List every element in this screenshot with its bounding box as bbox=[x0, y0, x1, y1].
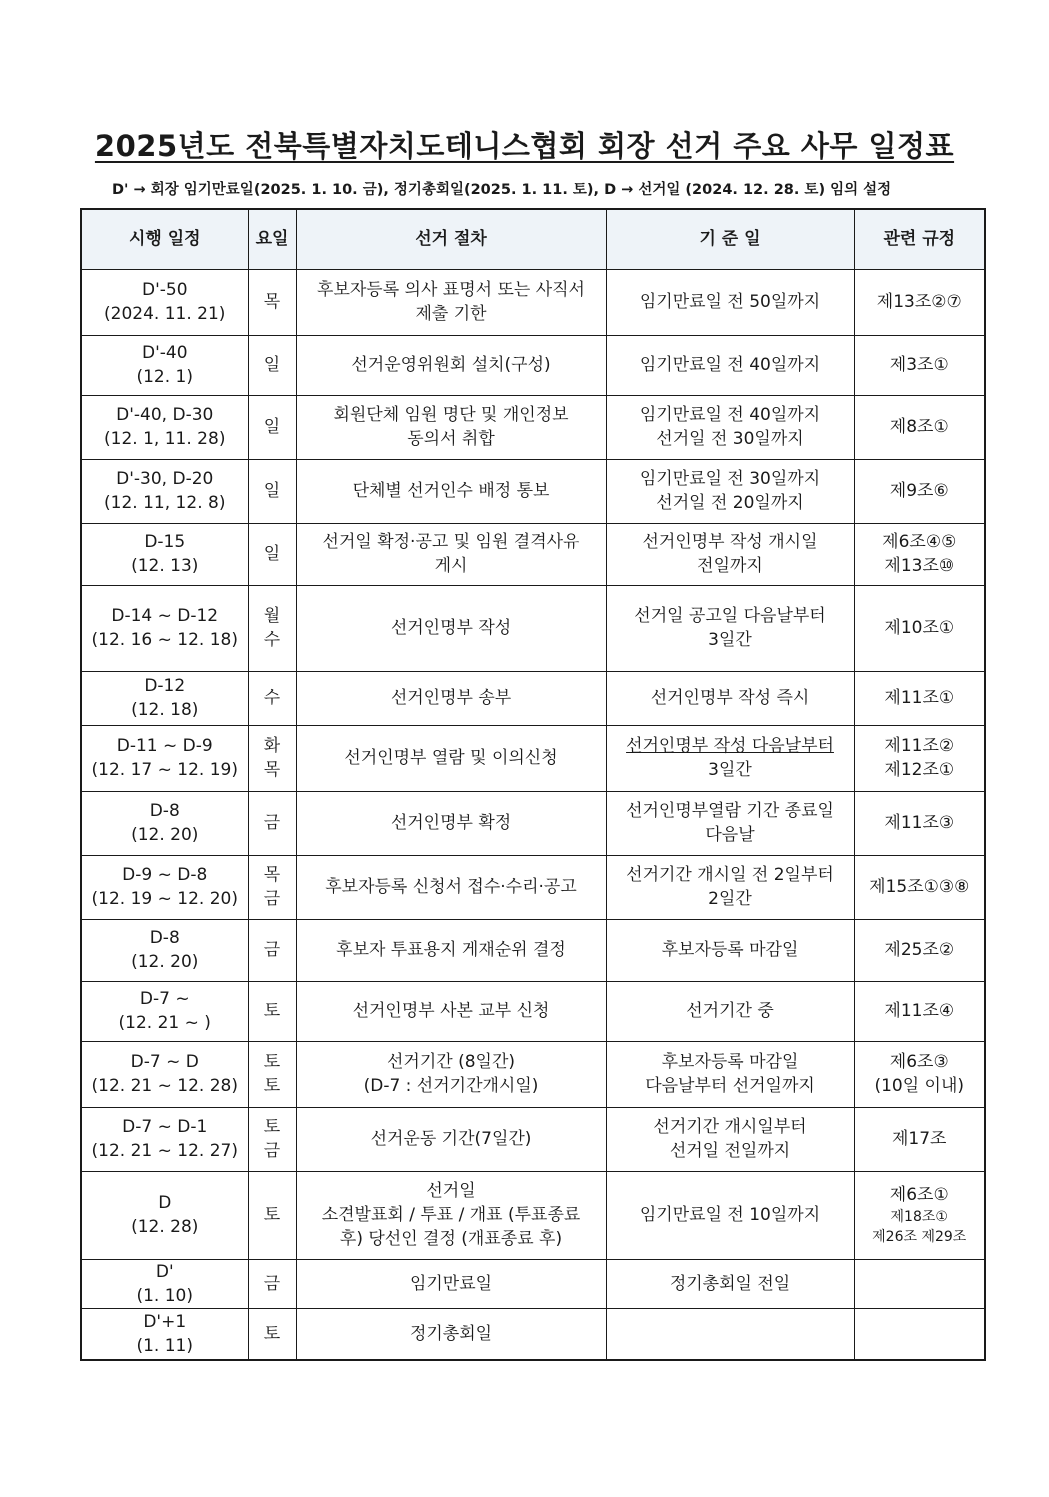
date-line: D' bbox=[155, 1261, 174, 1282]
cell-date bbox=[81, 459, 248, 523]
day-line: 일 bbox=[263, 544, 281, 564]
date-line: D-15 bbox=[144, 532, 186, 552]
cell-date bbox=[81, 671, 248, 725]
procedure-line: 동의서 취합 bbox=[407, 429, 495, 449]
procedure-line: 후보자 투표용지 게재순위 결정 bbox=[336, 940, 566, 960]
date-line: (12. 1) bbox=[136, 367, 194, 387]
date-line: (1. 11) bbox=[136, 1335, 194, 1356]
date-line: D bbox=[158, 1193, 172, 1213]
rule-line: 제8조① bbox=[889, 417, 949, 437]
schedule-table bbox=[80, 208, 986, 1361]
cell-basis bbox=[606, 1107, 854, 1171]
date-line: (12. 20) bbox=[131, 952, 199, 972]
day-line: 일 bbox=[263, 481, 281, 501]
cell-day bbox=[248, 855, 296, 919]
cell-procedure bbox=[296, 395, 606, 459]
procedure-line: 선거인명부 작성 bbox=[390, 618, 512, 638]
cell-date bbox=[81, 791, 248, 855]
cell-date bbox=[81, 981, 248, 1041]
procedure-line: 선거일 bbox=[426, 1181, 476, 1201]
procedure-line: 선거기간 (8일간) bbox=[386, 1052, 516, 1072]
cell-day bbox=[248, 1171, 296, 1259]
cell-day bbox=[248, 671, 296, 725]
date-line: D'-30, D-20 bbox=[116, 469, 214, 489]
cell-rule bbox=[854, 1308, 985, 1360]
procedure-line: 후보자등록 신청서 접수·수리·공고 bbox=[325, 877, 577, 897]
basis-line: 임기만료일 전 40일까지 bbox=[639, 355, 821, 375]
cell-basis bbox=[606, 1171, 854, 1259]
basis-line: 2일간 bbox=[708, 889, 752, 909]
basis-line: 임기만료일 전 10일까지 bbox=[639, 1205, 821, 1225]
date-line: (12. 17 ~ 12. 19) bbox=[91, 760, 238, 780]
cell-rule bbox=[854, 791, 985, 855]
basis-line: 선거일 전일까지 bbox=[669, 1141, 791, 1161]
cell-day bbox=[248, 585, 296, 671]
table-row bbox=[81, 671, 985, 725]
procedure-line: 회원단체 임원 명단 및 개인정보 bbox=[333, 405, 569, 425]
cell-procedure bbox=[296, 1171, 606, 1259]
basis-line: 선거기간 중 bbox=[686, 1001, 774, 1021]
day-line: 목 bbox=[263, 760, 281, 780]
cell-procedure bbox=[296, 791, 606, 855]
table-row bbox=[81, 1259, 985, 1308]
date-line: D-7 ~ D bbox=[130, 1052, 199, 1072]
cell-procedure bbox=[296, 1308, 606, 1360]
basis-line: 선거인명부열람 기간 종료일 bbox=[626, 801, 834, 821]
cell-procedure bbox=[296, 671, 606, 725]
procedure-line: 소견발표회 / 투표 / 개표 (투표종료 bbox=[321, 1205, 581, 1225]
rule-line: 제6조① bbox=[889, 1185, 949, 1205]
basis-line: 후보자등록 마감일 bbox=[661, 1052, 799, 1072]
procedure-line: 정기총회일 bbox=[409, 1323, 493, 1344]
cell-day bbox=[248, 1259, 296, 1308]
date-line: (12. 19 ~ 12. 20) bbox=[91, 889, 238, 909]
cell-date bbox=[81, 1041, 248, 1107]
date-line: D'-40, D-30 bbox=[116, 405, 214, 425]
table-row bbox=[81, 459, 985, 523]
cell-basis bbox=[606, 791, 854, 855]
cell-procedure bbox=[296, 523, 606, 585]
cell-basis bbox=[606, 335, 854, 395]
rule-line: 제11조② bbox=[884, 736, 955, 756]
day-line: 목 bbox=[263, 292, 281, 312]
rule-line: 제12조① bbox=[884, 760, 955, 780]
cell-procedure bbox=[296, 1259, 606, 1308]
cell-rule bbox=[854, 725, 985, 791]
date-line: (12. 20) bbox=[131, 825, 199, 845]
table-row bbox=[81, 335, 985, 395]
day-line: 금 bbox=[263, 940, 281, 960]
page-title-text: 2025년도 전북특별자치도테니스협회 회장 선거 주요 사무 일정표 bbox=[94, 129, 955, 163]
cell-rule bbox=[854, 855, 985, 919]
basis-line: 전일까지 bbox=[697, 556, 763, 576]
cell-day bbox=[248, 1107, 296, 1171]
rule-line: 제11조③ bbox=[884, 813, 955, 833]
date-line: (12. 21 ~ 12. 27) bbox=[91, 1141, 238, 1161]
date-line: D'+1 bbox=[143, 1311, 187, 1332]
basis-line: 선거일 전 30일까지 bbox=[656, 429, 804, 449]
day-line: 수 bbox=[263, 688, 281, 708]
header-procedure: 선거 절차 bbox=[296, 209, 606, 269]
procedure-line: 선거인명부 송부 bbox=[390, 688, 512, 708]
date-line: D-14 ~ D-12 bbox=[111, 606, 219, 626]
date-line: (12. 21 ~ 12. 28) bbox=[91, 1076, 238, 1096]
procedure-line: (D-7 : 선거기간개시일) bbox=[363, 1076, 539, 1096]
basis-line: 선거기간 개시일부터 bbox=[653, 1117, 807, 1137]
basis-line: 선거인명부 작성 즉시 bbox=[650, 688, 810, 708]
procedure-line: 선거운동 기간(7일간) bbox=[370, 1129, 532, 1149]
rule-line: 제3조① bbox=[889, 355, 949, 375]
rule-line: 제18조① bbox=[890, 1209, 948, 1225]
table-row bbox=[81, 585, 985, 671]
cell-date bbox=[81, 855, 248, 919]
cell-basis bbox=[606, 395, 854, 459]
basis-line: 선거인명부 작성 다음날부터 bbox=[626, 736, 834, 756]
basis-line: 후보자등록 마감일 bbox=[661, 940, 799, 960]
cell-day bbox=[248, 1041, 296, 1107]
cell-rule bbox=[854, 1107, 985, 1171]
basis-line: 정기총회일 전일 bbox=[669, 1273, 791, 1294]
cell-day bbox=[248, 395, 296, 459]
basis-line: 3일간 bbox=[708, 760, 752, 780]
basis-line: 임기만료일 전 50일까지 bbox=[639, 292, 821, 312]
cell-date bbox=[81, 335, 248, 395]
date-line: D-11 ~ D-9 bbox=[116, 736, 213, 756]
basis-line: 선거인명부 작성 개시일 bbox=[642, 532, 818, 552]
cell-day bbox=[248, 725, 296, 791]
cell-basis bbox=[606, 523, 854, 585]
day-line: 토 bbox=[263, 1052, 281, 1072]
cell-rule bbox=[854, 585, 985, 671]
day-line: 월 bbox=[263, 606, 281, 626]
cell-procedure bbox=[296, 981, 606, 1041]
header-date: 시행 일정 bbox=[81, 209, 248, 269]
day-line: 토 bbox=[263, 1117, 281, 1137]
basis-line: 임기만료일 전 40일까지 bbox=[639, 405, 821, 425]
procedure-line: 선거운영위원회 설치(구성) bbox=[351, 355, 551, 375]
header-rule: 관련 규정 bbox=[854, 209, 985, 269]
procedure-line: 임기만료일 bbox=[409, 1273, 493, 1294]
table-row bbox=[81, 981, 985, 1041]
date-line: D-7 ~ bbox=[139, 989, 190, 1009]
rule-line: 제10조① bbox=[884, 618, 955, 638]
cell-basis bbox=[606, 269, 854, 335]
basis-line: 선거기간 개시일 전 2일부터 bbox=[626, 865, 834, 885]
cell-date bbox=[81, 523, 248, 585]
date-line: (12. 13) bbox=[131, 556, 199, 576]
cell-basis bbox=[606, 855, 854, 919]
date-line: (12. 1, 11. 28) bbox=[104, 429, 226, 449]
cell-basis bbox=[606, 459, 854, 523]
cell-basis bbox=[606, 1308, 854, 1360]
date-line: D-7 ~ D-1 bbox=[122, 1117, 208, 1137]
cell-rule bbox=[854, 1259, 985, 1308]
cell-basis bbox=[606, 1041, 854, 1107]
rule-line: 제11조① bbox=[884, 688, 955, 708]
rule-line: 제26조 제29조 bbox=[872, 1229, 967, 1245]
cell-day bbox=[248, 523, 296, 585]
cell-procedure bbox=[296, 335, 606, 395]
cell-day bbox=[248, 919, 296, 981]
table-row bbox=[81, 919, 985, 981]
rule-line: 제11조④ bbox=[884, 1001, 955, 1021]
cell-basis bbox=[606, 1259, 854, 1308]
date-line: (1. 10) bbox=[136, 1285, 194, 1306]
page-title bbox=[0, 124, 1049, 165]
procedure-line: 선거인명부 확정 bbox=[390, 813, 512, 833]
day-line: 일 bbox=[263, 417, 281, 437]
day-line: 금 bbox=[263, 813, 281, 833]
table-row bbox=[81, 1308, 985, 1360]
cell-basis bbox=[606, 725, 854, 791]
cell-rule bbox=[854, 919, 985, 981]
day-line: 금 bbox=[263, 889, 281, 909]
table-row bbox=[81, 523, 985, 585]
cell-procedure bbox=[296, 1041, 606, 1107]
procedure-line: 선거인명부 열람 및 이의신청 bbox=[344, 748, 558, 768]
basis-line: 임기만료일 전 30일까지 bbox=[639, 469, 821, 489]
date-line: (2024. 11. 21) bbox=[104, 304, 226, 324]
date-line: D-12 bbox=[144, 676, 186, 696]
cell-date bbox=[81, 269, 248, 335]
rule-line: (10일 이내) bbox=[874, 1076, 965, 1096]
rule-line: 제9조⑥ bbox=[889, 481, 949, 501]
procedure-line: 후보자등록 의사 표명서 또는 사직서 bbox=[317, 280, 585, 300]
cell-day bbox=[248, 269, 296, 335]
basis-line: 선거일 공고일 다음날부터 bbox=[634, 606, 826, 626]
day-line: 일 bbox=[263, 355, 281, 375]
cell-procedure bbox=[296, 855, 606, 919]
basis-line: 다음날부터 선거일까지 bbox=[645, 1076, 815, 1096]
cell-rule bbox=[854, 269, 985, 335]
date-line: (12. 18) bbox=[131, 700, 199, 720]
date-line: D'-40 bbox=[141, 343, 188, 363]
procedure-line: 제출 기한 bbox=[415, 304, 487, 324]
cell-date bbox=[81, 585, 248, 671]
basis-line: 3일간 bbox=[708, 630, 752, 650]
cell-procedure bbox=[296, 919, 606, 981]
day-line: 토 bbox=[263, 1076, 281, 1096]
cell-procedure bbox=[296, 1107, 606, 1171]
table-row bbox=[81, 1171, 985, 1259]
cell-rule bbox=[854, 335, 985, 395]
day-line: 목 bbox=[263, 865, 281, 885]
day-line: 금 bbox=[263, 1273, 281, 1294]
definition-note: D' → 회장 임기만료일(2025. 1. 10. 금), 정기총회일(2025. 1. 11. 토), D → 선거일 (2024. 12. 28. 토) 임의 설정 bbox=[112, 182, 892, 198]
cell-basis bbox=[606, 919, 854, 981]
date-line: (12. 16 ~ 12. 18) bbox=[91, 630, 238, 650]
date-line: D'-50 bbox=[141, 280, 188, 300]
cell-rule bbox=[854, 1041, 985, 1107]
date-line: D-8 bbox=[149, 928, 180, 948]
rule-line: 제13조⑩ bbox=[884, 556, 955, 576]
cell-basis bbox=[606, 585, 854, 671]
cell-date bbox=[81, 1259, 248, 1308]
procedure-line: 선거인명부 사본 교부 신청 bbox=[352, 1001, 550, 1021]
rule-line: 제15조①③⑧ bbox=[869, 877, 970, 897]
day-line: 수 bbox=[263, 630, 281, 650]
cell-date bbox=[81, 725, 248, 791]
basis-line: 선거일 전 20일까지 bbox=[656, 493, 804, 513]
cell-rule bbox=[854, 981, 985, 1041]
procedure-line: 후) 당선인 결정 (개표종료 후) bbox=[339, 1229, 563, 1249]
cell-procedure bbox=[296, 585, 606, 671]
rule-line: 제6조④⑤ bbox=[882, 532, 957, 552]
cell-procedure bbox=[296, 725, 606, 791]
rule-line: 제17조 bbox=[892, 1129, 947, 1149]
table-row bbox=[81, 1041, 985, 1107]
cell-rule bbox=[854, 459, 985, 523]
table-row bbox=[81, 269, 985, 335]
cell-basis bbox=[606, 981, 854, 1041]
table-row bbox=[81, 791, 985, 855]
procedure-line: 게시 bbox=[434, 556, 468, 576]
day-line: 금 bbox=[263, 1141, 281, 1161]
date-line: (12. 28) bbox=[131, 1217, 199, 1237]
table-row bbox=[81, 725, 985, 791]
cell-procedure bbox=[296, 459, 606, 523]
cell-day bbox=[248, 335, 296, 395]
header-basis: 기 준 일 bbox=[606, 209, 854, 269]
table-row bbox=[81, 1107, 985, 1171]
date-line: (12. 11, 12. 8) bbox=[104, 493, 226, 513]
date-line: D-9 ~ D-8 bbox=[122, 865, 208, 885]
table-row bbox=[81, 395, 985, 459]
date-line: D-8 bbox=[149, 801, 180, 821]
cell-day bbox=[248, 459, 296, 523]
day-line: 토 bbox=[263, 1205, 281, 1225]
day-line: 토 bbox=[263, 1001, 281, 1021]
cell-date bbox=[81, 1107, 248, 1171]
cell-date bbox=[81, 1171, 248, 1259]
day-line: 토 bbox=[263, 1323, 281, 1344]
header-row bbox=[81, 209, 985, 269]
rule-line: 제13조②⑦ bbox=[876, 292, 962, 312]
cell-rule bbox=[854, 1171, 985, 1259]
cell-rule bbox=[854, 523, 985, 585]
cell-rule bbox=[854, 395, 985, 459]
rule-line: 제6조③ bbox=[889, 1052, 949, 1072]
cell-procedure bbox=[296, 269, 606, 335]
cell-day bbox=[248, 791, 296, 855]
rule-line: 제25조② bbox=[884, 940, 955, 960]
cell-day bbox=[248, 1308, 296, 1360]
procedure-line: 선거일 확정·공고 및 임원 결격사유 bbox=[322, 532, 580, 552]
procedure-line: 단체별 선거인수 배정 통보 bbox=[352, 481, 550, 501]
table-row bbox=[81, 855, 985, 919]
cell-day bbox=[248, 981, 296, 1041]
cell-date bbox=[81, 395, 248, 459]
cell-rule bbox=[854, 671, 985, 725]
day-line: 화 bbox=[263, 736, 281, 756]
header-day: 요일 bbox=[248, 209, 296, 269]
cell-date bbox=[81, 1308, 248, 1360]
basis-line: 다음날 bbox=[705, 825, 755, 845]
date-line: (12. 21 ~ ) bbox=[118, 1013, 211, 1033]
cell-basis bbox=[606, 671, 854, 725]
cell-date bbox=[81, 919, 248, 981]
